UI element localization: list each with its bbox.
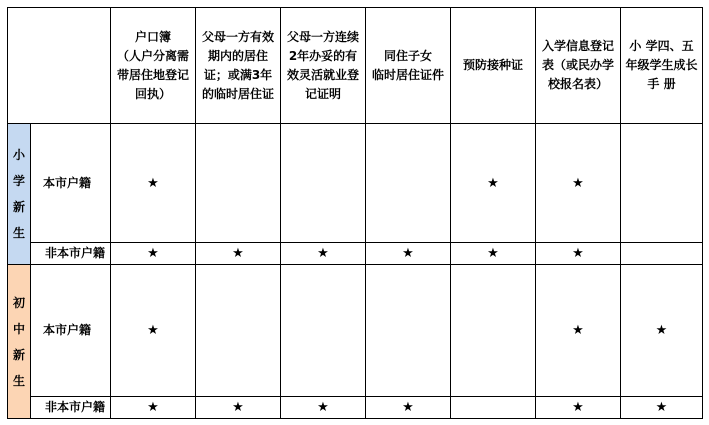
table-cell: [621, 124, 703, 243]
group-label-char: 生: [12, 373, 25, 388]
group-label-junior: [8, 265, 31, 419]
table-cell: ★: [281, 243, 366, 265]
column-header-line: 父母一方连续: [286, 29, 359, 44]
table-cell: ★: [451, 124, 536, 243]
table-row: [8, 124, 703, 243]
column-header-line: 带居住地登记: [116, 67, 189, 82]
header-row: [8, 8, 703, 124]
table-cell: ★: [621, 397, 703, 419]
row-label: 非本市户籍: [31, 243, 111, 265]
column-header-line: 入学信息登记: [541, 39, 614, 53]
table-row: [8, 397, 703, 419]
table-cell: ★: [536, 243, 621, 265]
table-row: [8, 265, 703, 397]
table-cell: ★: [111, 265, 196, 397]
column-header-child-residence: [366, 8, 451, 124]
column-header-line: 临时居住证件: [371, 67, 444, 82]
column-header-line: 证；或满3年: [203, 67, 273, 82]
table-cell: ★: [366, 397, 451, 419]
table-cell: [196, 124, 281, 243]
column-header-line: 手 册: [647, 77, 676, 91]
row-label: 非本市户籍: [31, 397, 111, 419]
row-label: 本市户籍: [31, 265, 111, 397]
table-cell: ★: [196, 397, 281, 419]
group-label-char: 小: [12, 148, 25, 162]
column-header-growth-handbook: [621, 8, 703, 124]
column-header-enrollment-form: [536, 8, 621, 124]
column-header-line: 2年办妥的有: [288, 48, 358, 63]
column-header-line: 期内的居住: [207, 48, 268, 63]
table-cell: ★: [451, 243, 536, 265]
table-row: [8, 243, 703, 265]
column-header-line: 校报名表）: [547, 77, 608, 91]
table-cell: [621, 243, 703, 265]
column-header-line: 记证明: [304, 86, 341, 101]
table-cell: ★: [621, 265, 703, 397]
column-header-line: 父母一方有效: [201, 29, 274, 44]
table-cell: ★: [366, 243, 451, 265]
group-label-char: 学: [12, 174, 25, 188]
table-cell: [281, 265, 366, 397]
corner-cell: [8, 8, 111, 124]
table-cell: ★: [111, 243, 196, 265]
group-label-char: 新: [12, 200, 25, 214]
table-cell: ★: [281, 397, 366, 419]
table-cell: ★: [536, 397, 621, 419]
group-label-char: 生: [12, 226, 25, 240]
table-cell: [451, 397, 536, 419]
group-label-char: 新: [12, 347, 25, 362]
group-label-char: 初: [12, 295, 25, 310]
group-label-char: 中: [12, 321, 25, 336]
table-cell: [451, 265, 536, 397]
table-cell: [366, 124, 451, 243]
table-cell: ★: [196, 243, 281, 265]
table-cell: ★: [111, 124, 196, 243]
group-label-primary: [8, 124, 31, 265]
column-header-line: 回执）: [134, 86, 171, 101]
column-header-line: 预防接种证: [462, 58, 523, 72]
table-cell: [366, 265, 451, 397]
column-header-line: 户口簿: [134, 29, 171, 44]
column-header-line: 效灵活就业登: [286, 67, 359, 82]
column-header-line: 表（或民办学: [541, 58, 614, 72]
required-documents-table: [7, 7, 703, 419]
table-cell: ★: [536, 124, 621, 243]
column-header-vaccination: [451, 8, 536, 124]
column-header-line: 小 学四、五: [629, 39, 694, 53]
column-header-line: 的临时居住证: [201, 86, 274, 101]
column-header-employment-proof: [281, 8, 366, 124]
table-cell: [196, 265, 281, 397]
column-header-residence-permit: [196, 8, 281, 124]
row-label: 本市户籍: [31, 124, 111, 243]
table-cell: [281, 124, 366, 243]
table-cell: ★: [536, 265, 621, 397]
column-header-line: （人户分离需: [116, 48, 189, 63]
column-header-line: 年级学生成长: [625, 58, 698, 72]
column-header-hukou: [111, 8, 196, 124]
column-header-line: 同住子女: [383, 48, 432, 63]
table-cell: ★: [111, 397, 196, 419]
